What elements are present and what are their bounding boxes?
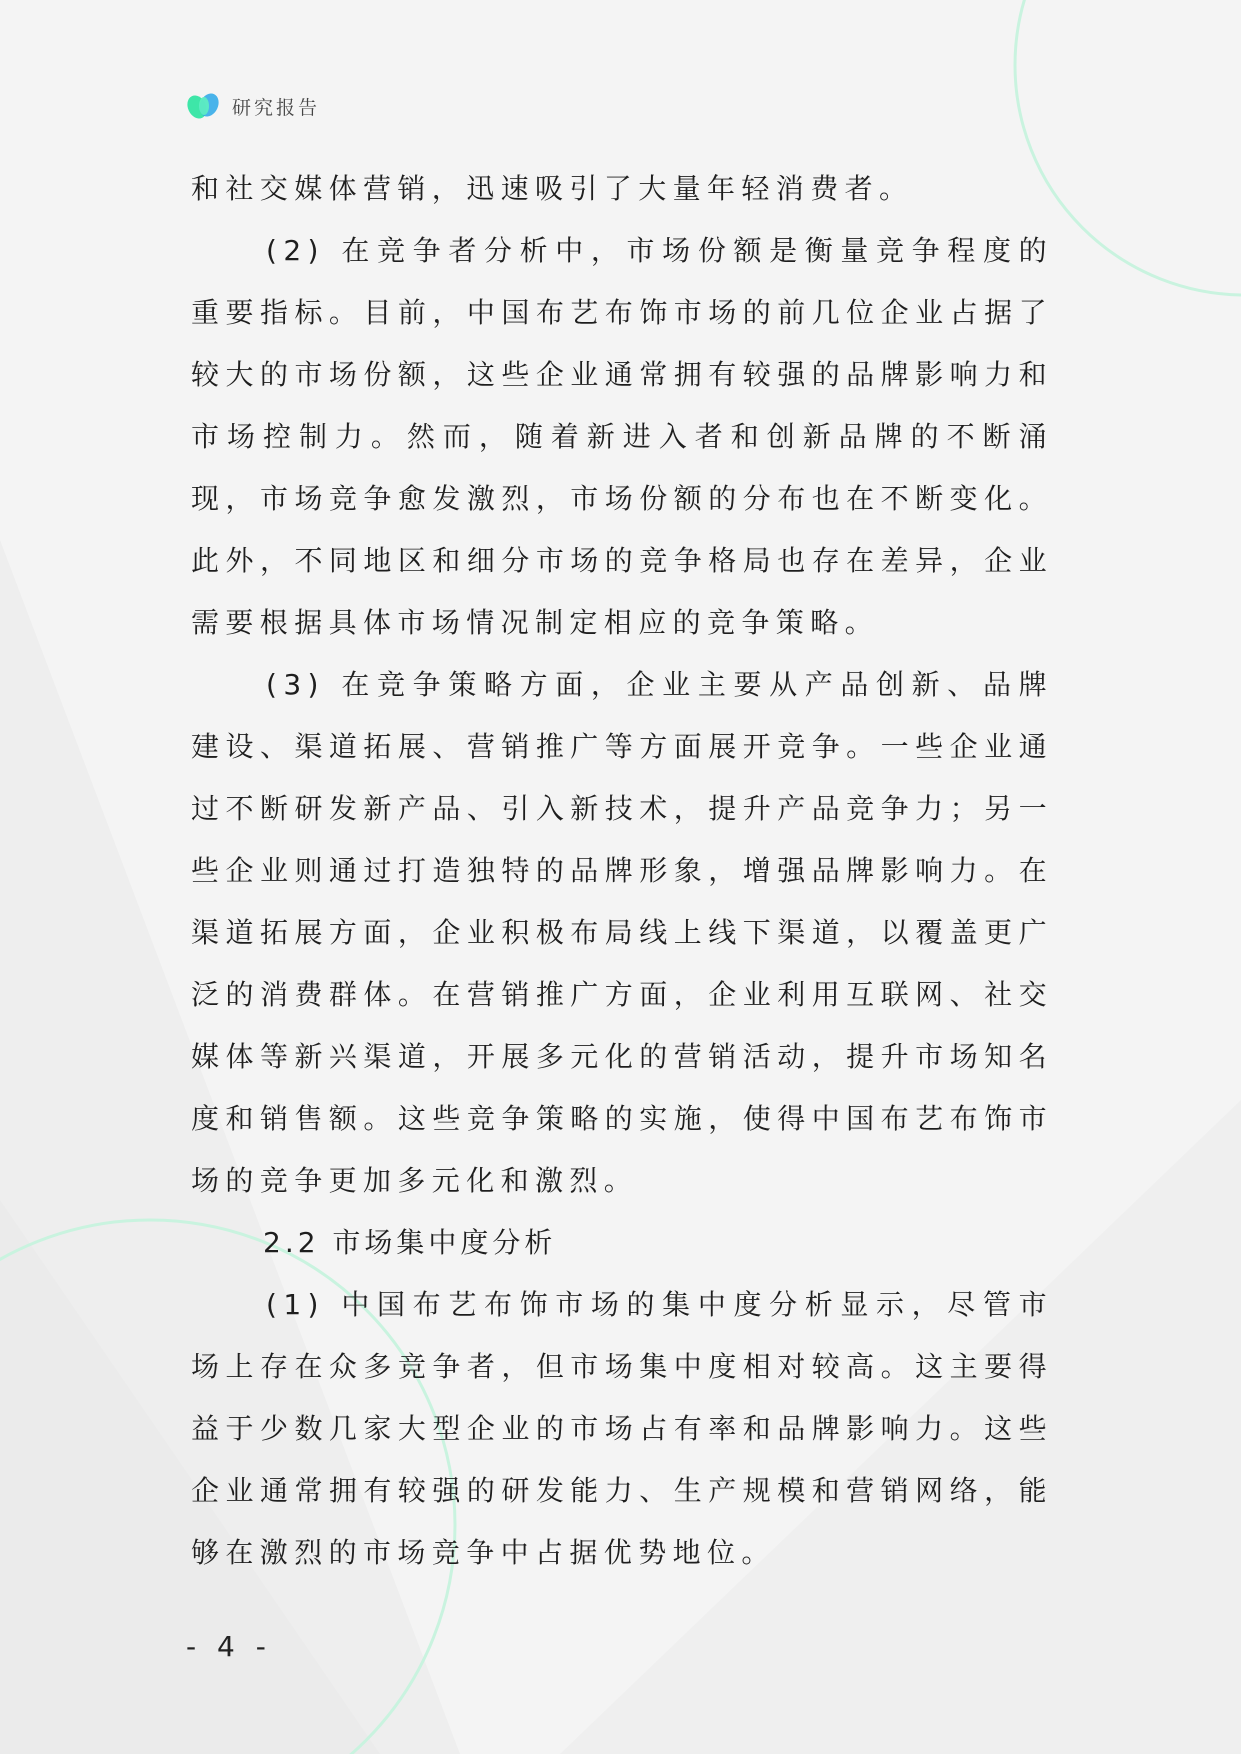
paragraph-market-concentration: (1) 中国布艺布饰市场的集中度分析显示，尽管市场上存在众多竞争者，但市场集中度相对较高。这主要得益于少数几家大型企业的市场占有率和品牌影响力。这些企业通常拥有较强的研发能力、生产规模和营销网络，能够在激烈的市场竞争中占据优势地位。 <box>191 1288 1053 1569</box>
paragraph-continuation: 和社交媒体营销，迅速吸引了大量年轻消费者。 <box>191 172 914 205</box>
paragraph-competitor-analysis: (2) 在竞争者分析中，市场份额是衡量竞争程度的重要指标。目前，中国布艺布饰市场的前几位企业占据了较大的市场份额，这些企业通常拥有较强的品牌影响力和市场控制力。然而，随着新进入者和创新品牌的不断涌现，市场竞争愈发激烈，市场份额的分布也在不断变化。此外，不同地区和细分市场的竞争格局也存在差异，企业需要根据具体市场情况制定相应的竞争策略。 <box>191 234 1053 639</box>
document-body <box>191 158 1053 1584</box>
paragraph-competitive-strategy: (3) 在竞争策略方面，企业主要从产品创新、品牌建设、渠道拓展、营销推广等方面展开竞争。一些企业通过不断研发新产品、引入新技术，提升产品竞争力；另一些企业则通过打造独特的品牌形象，增强品牌影响力。在渠道拓展方面，企业积极布局线上线下渠道，以覆盖更广泛的消费群体。在营销推广方面，企业利用互联网、社交媒体等新兴渠道，开展多元化的营销活动，提升市场知名度和销售额。这些竞争策略的实施，使得中国布艺布饰市场的竞争更加多元化和激烈。 <box>191 668 1053 1197</box>
document-header <box>186 88 320 124</box>
section-heading: 2.2 市场集中度分析 <box>263 1226 557 1259</box>
brand-logo-icon <box>186 90 222 122</box>
page-number: - 4 - <box>186 1630 272 1663</box>
header-title: 研究报告 <box>232 96 321 119</box>
